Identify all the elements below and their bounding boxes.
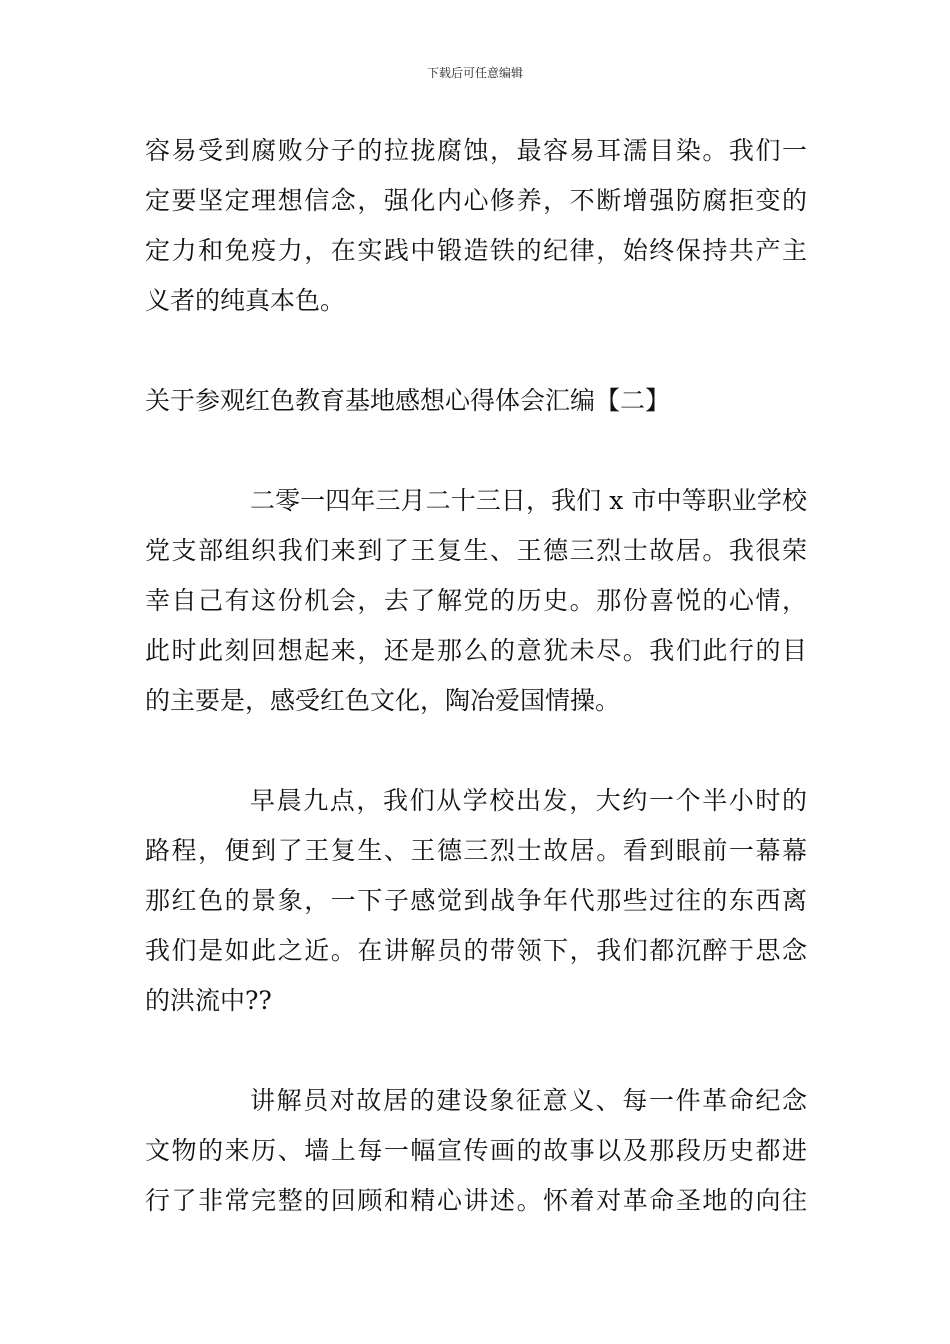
text-line: 路程，便到了王复生、王德三烈士故居。看到眼前一幕幕	[145, 836, 807, 865]
text-line: 我们是如此之近。在讲解员的带领下，我们都沉醉于思念	[145, 936, 807, 965]
document-body	[145, 126, 807, 1226]
text-line: 容易受到腐败分子的拉拢腐蚀，最容易耳濡目染。我们一	[145, 136, 807, 165]
text-line: 的主要是，感受红色文化，陶冶爱国情操。	[145, 686, 621, 715]
text-line: 早晨九点，我们从学校出发，大约一个半小时的	[250, 786, 807, 815]
text-line: 定要坚定理想信念，强化内心修养，不断增强防腐拒变的	[145, 186, 807, 215]
text-line: 的洪流中??	[145, 986, 272, 1015]
paragraph	[145, 476, 807, 726]
text-line: 党支部组织我们来到了王复生、王德三烈士故居。我很荣	[145, 536, 807, 565]
paragraph-spacer	[145, 726, 807, 776]
section-title: 关于参观红色教育基地感想心得体会汇编【二】	[145, 386, 671, 415]
text-line: 义者的纯真本色。	[145, 286, 346, 315]
text-line: 讲解员对故居的建设象征意义、每一件革命纪念	[250, 1086, 807, 1115]
paragraph	[145, 126, 807, 326]
text-line: 二零一四年三月二十三日，我们 x 市中等职业学校	[250, 486, 807, 515]
text-line: 此时此刻回想起来，还是那么的意犹未尽。我们此行的目	[145, 636, 807, 665]
text-line: 那红色的景象，一下子感觉到战争年代那些过往的东西离	[145, 886, 807, 915]
paragraph-spacer	[145, 1026, 807, 1076]
section-heading	[145, 376, 807, 426]
text-line: 定力和免疫力，在实践中锻造铁的纪律，始终保持共产主	[145, 236, 807, 265]
paragraph-spacer	[145, 326, 807, 376]
paragraph	[145, 1076, 807, 1226]
text-line: 行了非常完整的回顾和精心讲述。怀着对革命圣地的向往	[145, 1186, 807, 1215]
paragraph-spacer	[145, 426, 807, 476]
text-line: 幸自己有这份机会，去了解党的历史。那份喜悦的心情，	[145, 586, 807, 615]
text-line: 文物的来历、墙上每一幅宣传画的故事以及那段历史都进	[145, 1136, 807, 1165]
page-header: 下载后可任意编辑	[426, 66, 523, 80]
paragraph	[145, 776, 807, 1026]
